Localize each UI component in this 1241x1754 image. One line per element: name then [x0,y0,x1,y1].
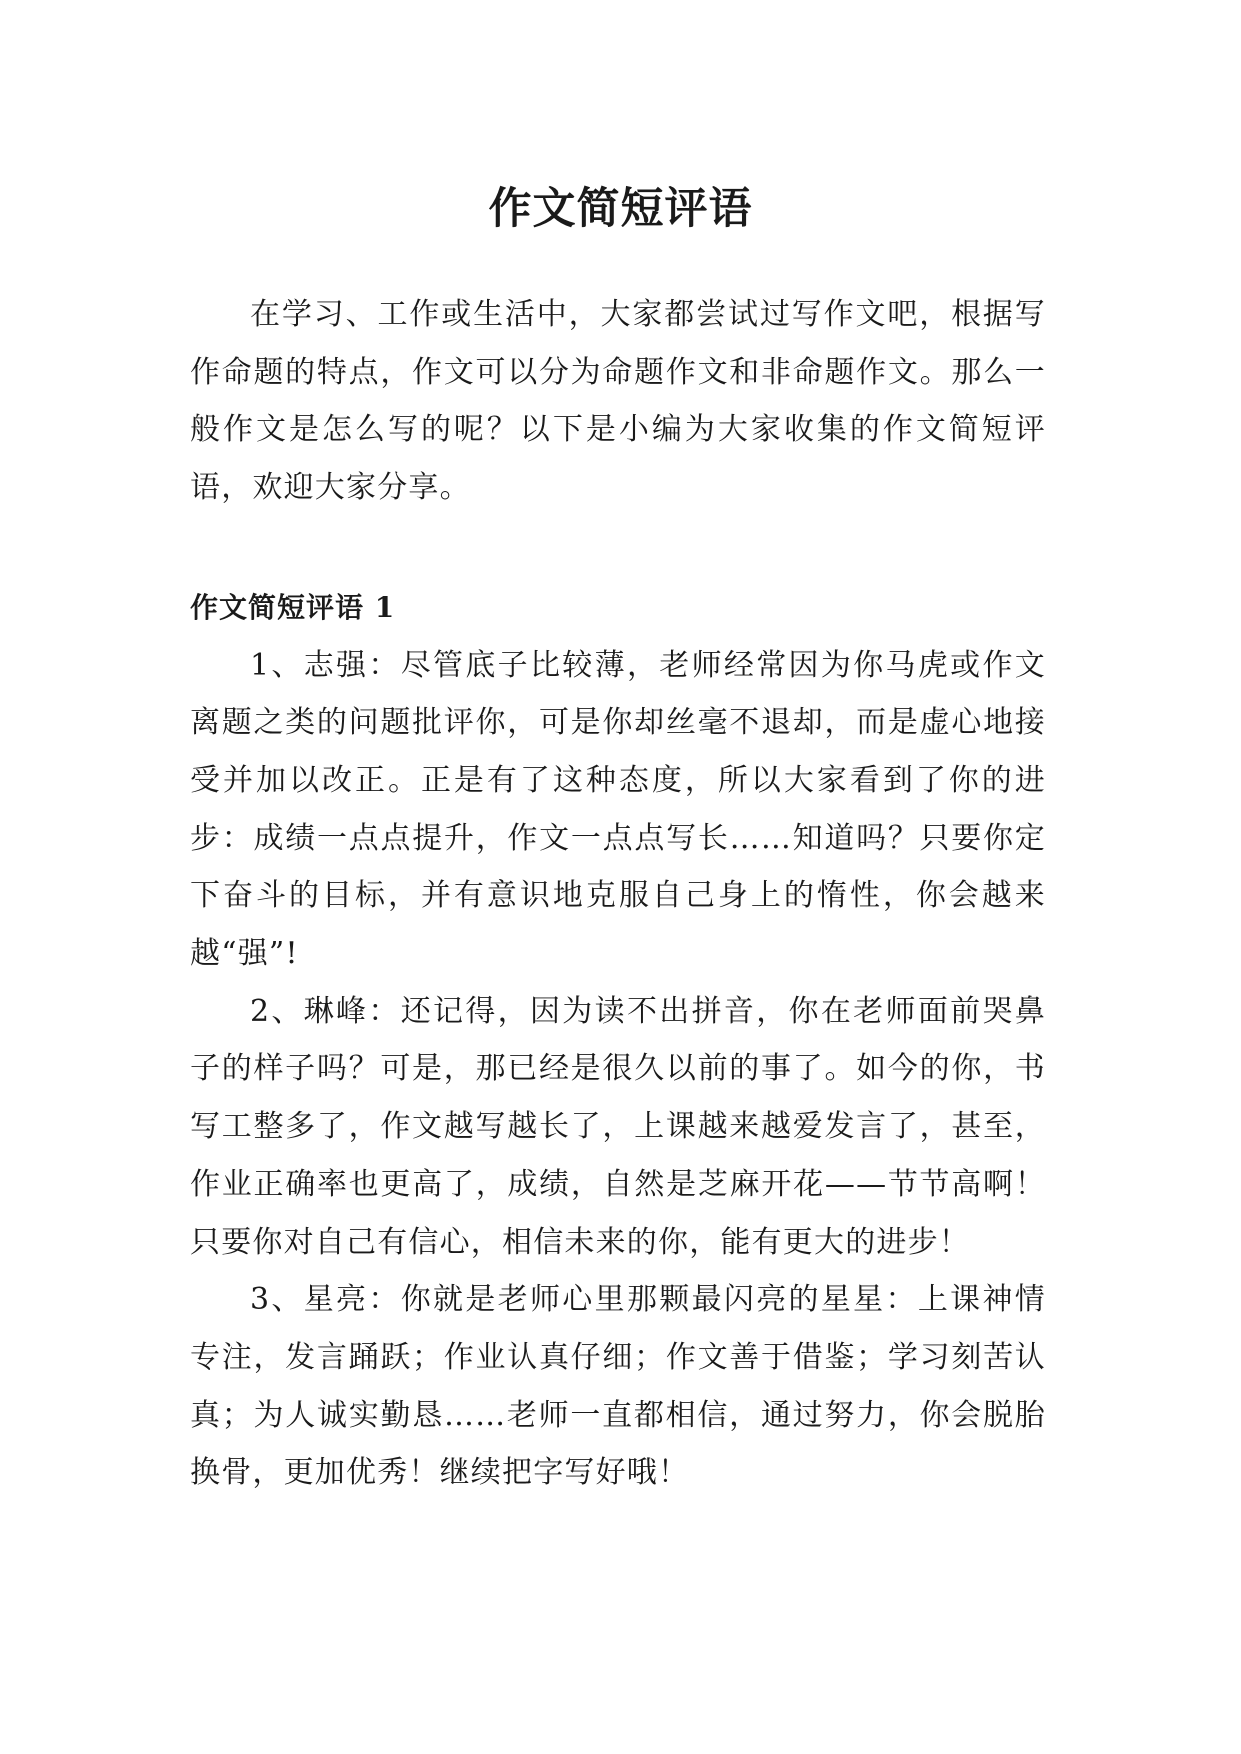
section-heading: 作文简短评语 1 [190,590,396,624]
comment-item-1: 1、志强：尽管底子比较薄，老师经常因为你马虎或作文离题之类的问题批评你，可是你却丝毫不退却，而是虚心地接受并加以改正。正是有了这种态度，所以大家看到了你的进步：成绩一点点提升，作文一点点写长……知道吗？只要你定下奋斗的目标，并有意识地克服自己身上的惰性，你会越来越“强”! [190,647,1046,972]
comment-item-3: 3、星亮：你就是老师心里那颗最闪亮的星星：上课神情专注，发言踊跃；作业认真仔细；作文善于借鉴；学习刻苦认真；为人诚实勤恳……老师一直都相信，通过努力，你会脱胎换骨，更加优秀！继续把字写好哦！ [190,1282,1046,1491]
comment-item-2: 2、琳峰：还记得，因为读不出拼音，你在老师面前哭鼻子的样子吗？可是，那已经是很久以前的事了。如今的你，书写工整多了，作文越写越长了，上课越来越爱发言了，甚至，作业正确率也更高了，成绩，自然是芝麻开花——节节高啊！只要你对自己有信心，相信未来的你，能有更大的进步！ [190,993,1046,1260]
document-body [190,286,1046,1502]
document-title: 作文简短评语 [488,183,753,234]
intro-paragraph: 在学习、工作或生活中，大家都尝试过写作文吧，根据写作命题的特点，作文可以分为命题作文和非命题作文。那么一般作文是怎么写的呢？以下是小编为大家收集的作文简短评语，欢迎大家分享。 [190,297,1046,506]
